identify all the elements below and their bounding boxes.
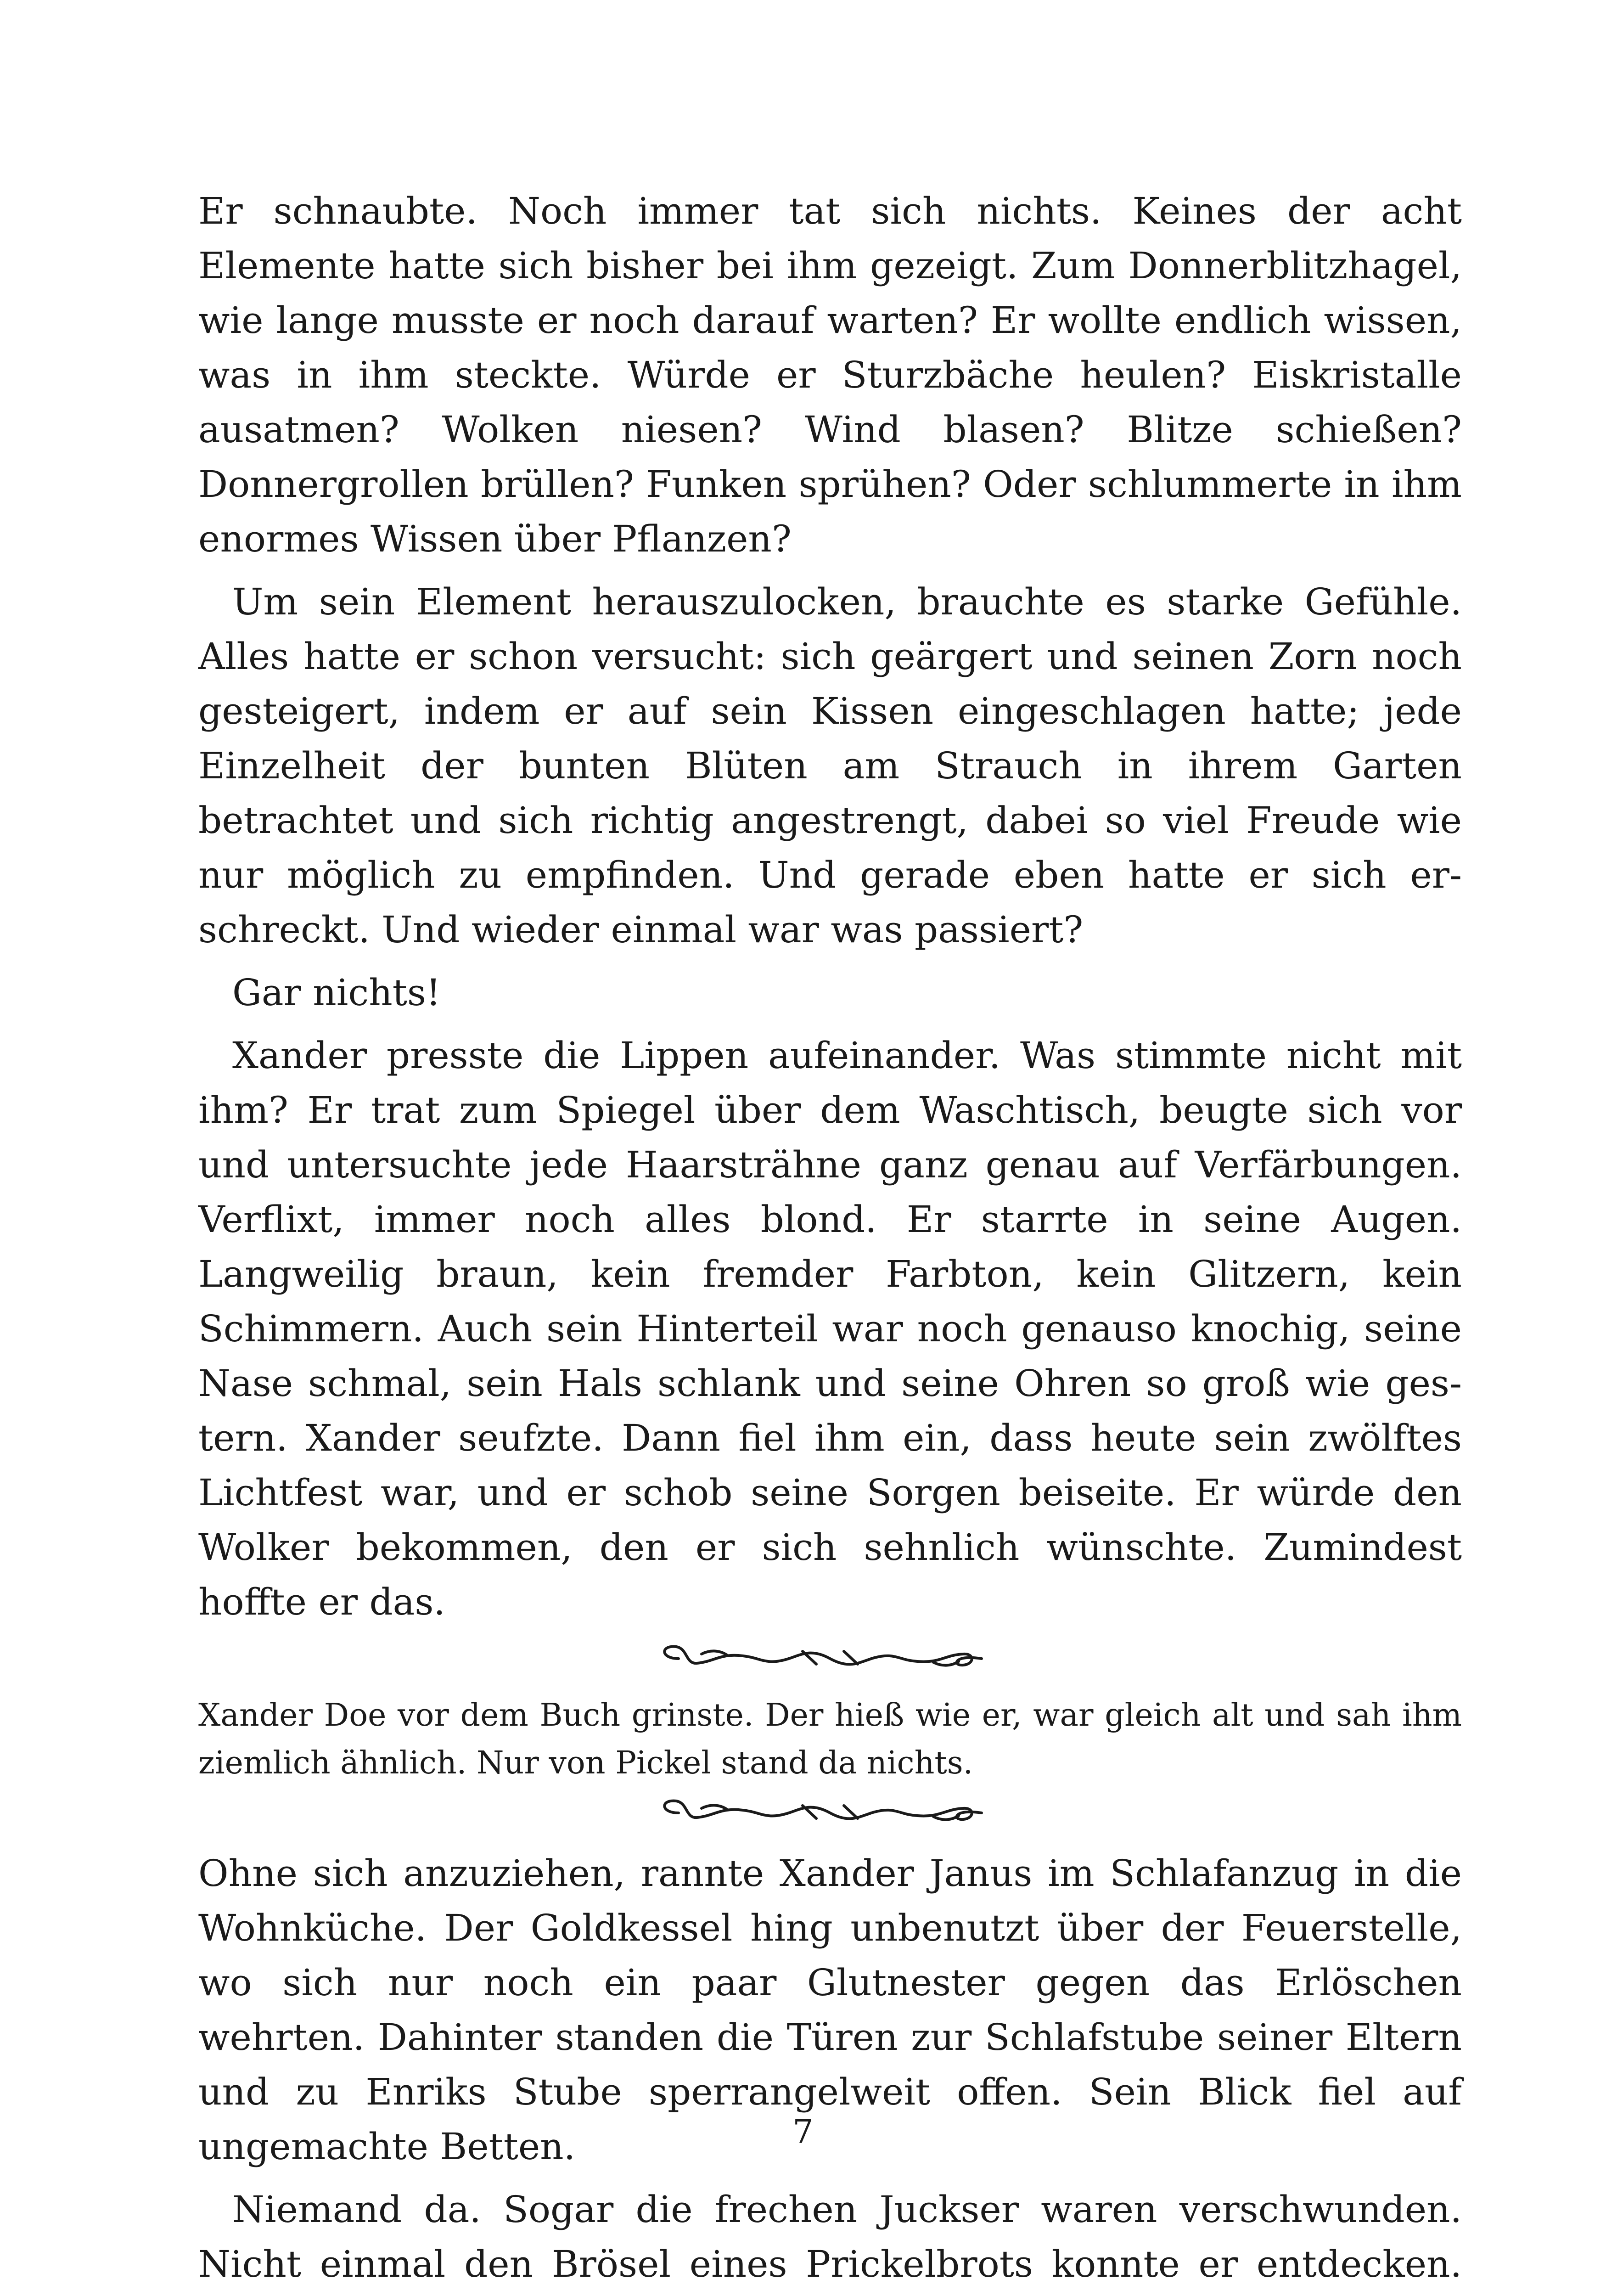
scroll-flourish-divider-icon [198,1638,1462,1680]
text-column [198,184,1462,2296]
paragraph: Xander presste die Lippen aufeinander. Was stimmte nicht mit ihm? Er trat zum Spiegel über dem Waschtisch, beugte sich vor und untersuchte jede Haarsträhne ganz genau auf Verfärbungen. Verflixt, immer noch alles blond. Er starrte in seine Augen. Langweilig braun, kein fremder Farbton, kein Glitzern, kein Schimmern. Auch sein Hinterteil war noch genauso knochig, seine Nase schmal, sein Hals schlank und seine Ohren so groß wie gestern. Xander seufzte. Dann fiel ihm ein, dass heute sein zwölftes Lichtfest war, und er schob seine Sorgen beiseite. Er würde den Wolker bekommen, den er sich sehnlich wünschte. Zumindest hoffte er das. [198,1034,1462,1623]
scroll-flourish-divider-icon [198,1792,1462,1834]
inserted-book-text: Xander Doe vor dem Buch grinste. Der hieß wie er, war gleich alt und sah ihm ziemlich ähnlich. Nur von Pickel stand da nichts. [198,1697,1462,1781]
paragraph: Er schnaubte. Noch immer tat sich nichts. Keines der acht Elemente hatte sich bisher bei ihm gezeigt. Zum Donnerblitzhagel, wie lange musste er noch darauf warten? Er wollte endlich wissen, was in ihm steckte. Würde er Sturzbäche heulen? Eiskristalle ausatmen? Wolken niesen? Wind blasen? Blitze schießen? Donnergrollen brüllen? Funken sprühen? Oder schlummerte in ihm enormes Wissen über Pflanzen? [198,190,1462,560]
paragraph: Gar nichts! [232,971,441,1014]
paragraph: Um sein Element herauszulocken, brauchte es starke Gefühle. Alles hatte er schon versucht: sich geärgert und seinen Zorn noch gesteigert, indem er auf sein Kissen eingeschlagen hatte; jede Einzelheit der bunten Blüten am Strauch in ihrem Garten betrachtet und sich richtig angestrengt, dabei so viel Freude wie nur möglich zu empfinden. Und gerade eben hatte er sich erschreckt. Und wieder einmal war was passiert? [198,580,1462,951]
paragraph: Ohne sich anzuziehen, rannte Xander Janus im Schlafanzug in die Wohnküche. Der Goldkessel hing unbenutzt über der Feuerstelle, wo sich nur noch ein paar Glutnester gegen das Erlöschen wehrten. Dahinter standen die Türen zur Schlafstube seiner Eltern und zu Enriks Stube sperrangelweit offen. Sein Blick fiel auf ungemachte Betten. [198,1852,1462,2168]
page-number: 7 [792,2112,814,2151]
paragraph: Niemand da. Sogar die frechen Juckser waren verschwunden. Nicht einmal den Brösel eines Prickelbrots konnte er entdecken. [198,2188,1462,2285]
